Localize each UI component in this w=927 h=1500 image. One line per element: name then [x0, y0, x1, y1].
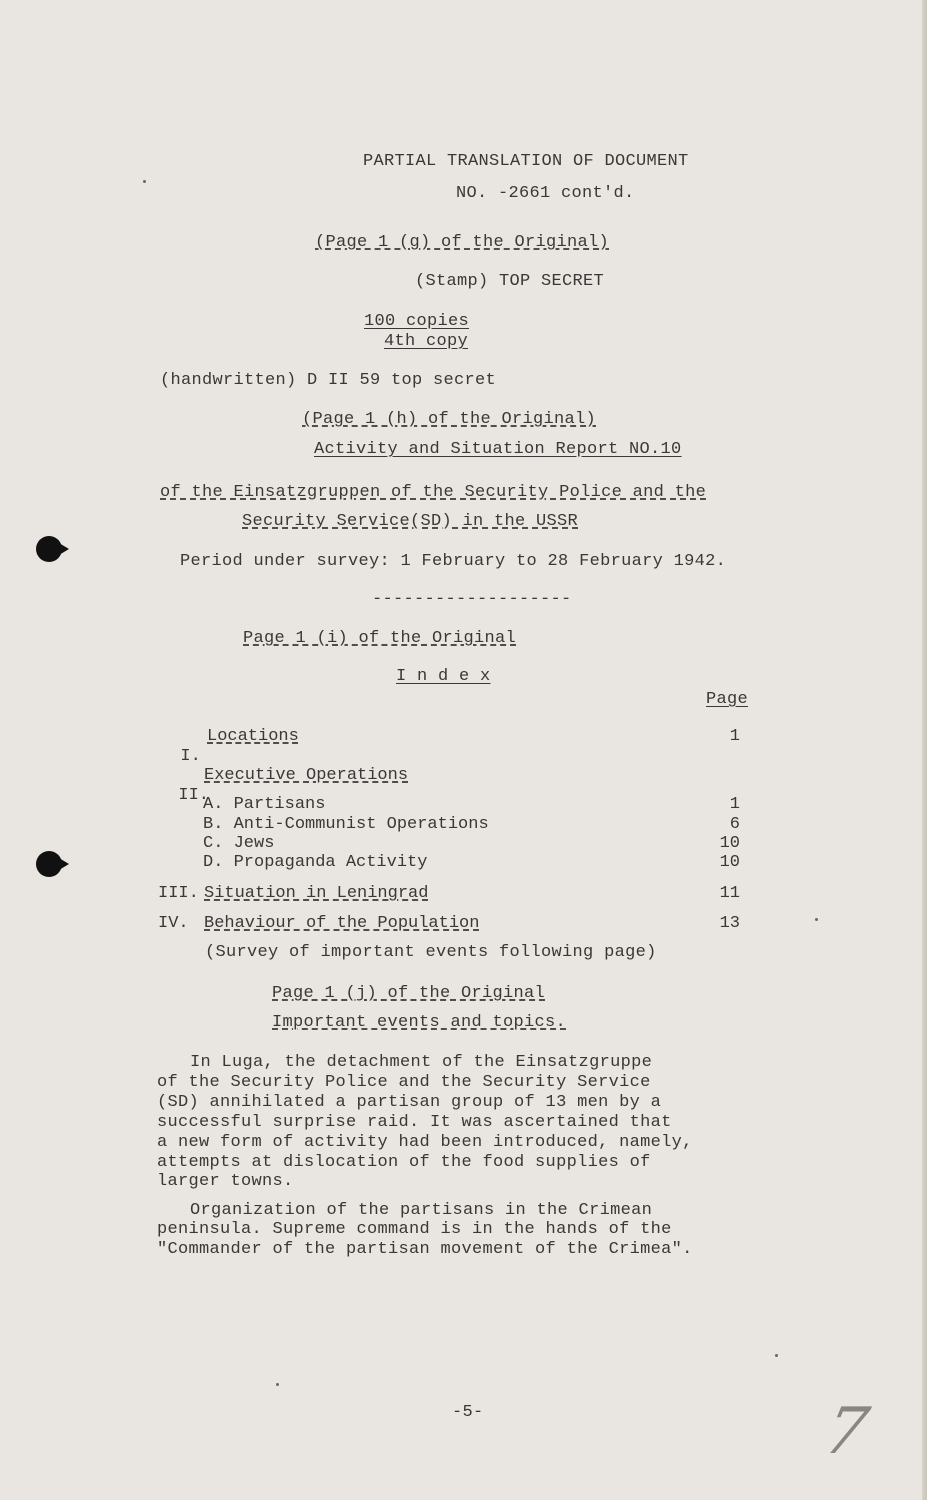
- paragraph-line: (SD) annihilated a partisan group of 13 men by a: [157, 1093, 662, 1112]
- paper-speck: [775, 1354, 778, 1357]
- section-number: II.: [178, 786, 210, 805]
- separator-line: -------------------: [372, 590, 572, 609]
- section-page: 13: [719, 914, 740, 933]
- page-edge: [922, 0, 927, 1500]
- doc-title-line1: PARTIAL TRANSLATION OF DOCUMENT: [363, 152, 689, 171]
- report-subtitle-line2: Security Service(SD) in the USSR: [242, 512, 579, 531]
- sub-item-page: 10: [719, 834, 740, 853]
- index-section-row: [158, 766, 209, 806]
- paragraph-line: attempts at dislocation of the food supplies of: [157, 1153, 651, 1172]
- section-page: 1: [729, 727, 740, 746]
- section-page: 11: [719, 884, 740, 903]
- paper-speck: [143, 180, 146, 183]
- page-ref-i: Page 1 (i) of the Original: [243, 629, 517, 648]
- survey-note: (Survey of important events following page): [205, 943, 657, 962]
- punch-hole-bottom: [36, 851, 62, 877]
- section-number: IV.: [158, 914, 189, 933]
- paragraph-line: In Luga, the detachment of the Einsatzgruppe: [190, 1053, 653, 1072]
- handwritten-page-mark: 7: [818, 1395, 875, 1469]
- page-number: -5-: [452, 1403, 484, 1422]
- section-label: Executive Operations: [204, 766, 409, 785]
- report-title: Activity and Situation Report NO.10: [314, 440, 682, 459]
- section-number: III.: [158, 884, 199, 903]
- handwritten-note: (handwritten) D II 59 top secret: [160, 371, 497, 390]
- period-under-survey: Period under survey: 1 February to 28 February 1942.: [180, 552, 727, 571]
- sub-item-page: 1: [729, 795, 740, 814]
- copies-count: 100 copies: [364, 312, 470, 331]
- page-ref-h: (Page 1 (h) of the Original): [302, 410, 597, 429]
- paper-speck: [815, 918, 818, 921]
- paragraph-line: a new form of activity had been introduced, namely,: [157, 1133, 693, 1152]
- section-number: I.: [180, 747, 201, 766]
- paper-speck: [276, 1383, 279, 1386]
- section-label: Situation in Leningrad: [204, 884, 429, 903]
- paragraph-line: larger towns.: [157, 1172, 294, 1191]
- paragraph-line: "Commander of the partisan movement of the Crimea".: [157, 1240, 693, 1259]
- page-ref-j: Page 1 (j) of the Original: [272, 984, 546, 1003]
- page-column-header: Page: [706, 690, 749, 709]
- paragraph-line: peninsula. Supreme command is in the hands of the: [157, 1220, 672, 1239]
- copy-number: 4th copy: [384, 332, 469, 351]
- paragraph-line: Organization of the partisans in the Crimean: [190, 1201, 653, 1220]
- events-heading: Important events and topics.: [272, 1013, 567, 1032]
- section-label: Behaviour of the Population: [204, 914, 480, 933]
- punch-hole-top: [36, 536, 62, 562]
- index-heading: I n d e x: [396, 667, 491, 686]
- sub-item-label: B. Anti-Communist Operations: [203, 815, 489, 834]
- section-label: Locations: [207, 727, 299, 746]
- index-section-row: [160, 727, 201, 767]
- report-subtitle-line1: of the Einsatzgruppen of the Security Police and the: [160, 483, 707, 502]
- sub-item-page: 6: [729, 815, 740, 834]
- sub-item-label: A. Partisans: [203, 795, 326, 814]
- paragraph-line: successful surprise raid. It was ascertained that: [157, 1113, 672, 1132]
- doc-title-line2: NO. -2661 cont'd.: [456, 184, 635, 203]
- stamp-top-secret: (Stamp) TOP SECRET: [415, 272, 605, 291]
- sub-item-label: C. Jews: [203, 834, 275, 853]
- sub-item-page: 10: [719, 853, 740, 872]
- page-ref-g: (Page 1 (g) of the Original): [315, 233, 610, 252]
- paragraph-line: of the Security Police and the Security Service: [157, 1073, 651, 1092]
- sub-item-label: D. Propaganda Activity: [203, 853, 428, 872]
